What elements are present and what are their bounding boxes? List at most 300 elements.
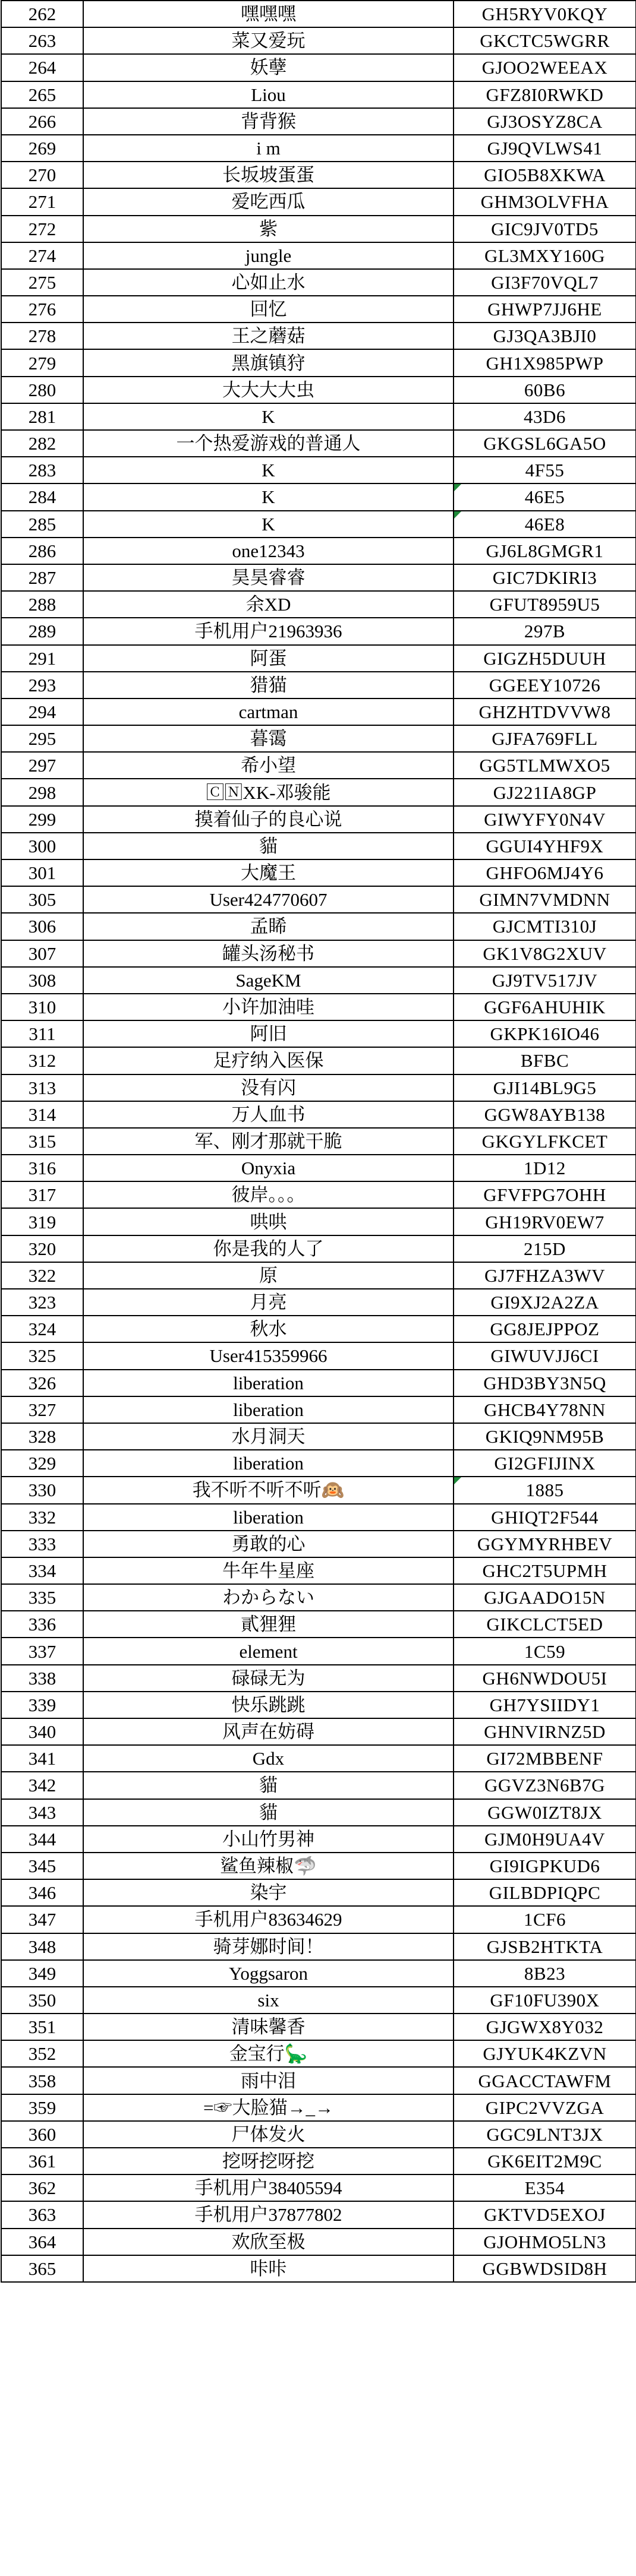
row-number-cell[interactable]: 360 xyxy=(1,2121,83,2148)
row-number-cell[interactable]: 340 xyxy=(1,1718,83,1745)
row-number-cell[interactable]: 279 xyxy=(1,349,83,376)
table-row[interactable] xyxy=(1,1987,636,2014)
table-row[interactable] xyxy=(1,1262,636,1289)
player-code-cell[interactable]: GJFA769FLL xyxy=(454,725,636,752)
table-row[interactable] xyxy=(1,483,636,510)
player-code-cell[interactable]: GH7YSIIDY1 xyxy=(454,1692,636,1718)
player-name-cell[interactable]: K xyxy=(83,457,454,483)
row-number-cell[interactable]: 284 xyxy=(1,483,83,510)
player-code-cell[interactable]: GIGZH5DUUH xyxy=(454,645,636,672)
table-row[interactable] xyxy=(1,162,636,188)
player-name-cell[interactable]: 🄲🄽XK-邓骏能 xyxy=(83,779,454,805)
player-name-cell[interactable]: わからない xyxy=(83,1584,454,1611)
row-number-cell[interactable]: 281 xyxy=(1,403,83,430)
row-number-cell[interactable]: 358 xyxy=(1,2067,83,2094)
row-number-cell[interactable]: 272 xyxy=(1,216,83,242)
table-row[interactable] xyxy=(1,1933,636,1960)
table-row[interactable] xyxy=(1,698,636,725)
table-row[interactable] xyxy=(1,1906,636,1933)
player-code-cell-flagged[interactable]: 1885 xyxy=(454,1477,636,1503)
player-name-cell[interactable]: 妖孽 xyxy=(83,54,454,81)
table-row[interactable] xyxy=(1,1074,636,1101)
row-number-cell[interactable]: 282 xyxy=(1,430,83,457)
table-row[interactable] xyxy=(1,2094,636,2121)
player-code-cell[interactable]: GI9IGPKUD6 xyxy=(454,1853,636,1879)
table-row[interactable] xyxy=(1,1799,636,1826)
row-number-cell[interactable]: 330 xyxy=(1,1477,83,1503)
player-code-cell[interactable]: GHWP7JJ6HE xyxy=(454,296,636,323)
row-number-cell[interactable]: 338 xyxy=(1,1665,83,1692)
row-number-cell[interactable]: 264 xyxy=(1,54,83,81)
player-name-cell[interactable]: 我不听不听不听🙉 xyxy=(83,1477,454,1503)
row-number-cell[interactable]: 310 xyxy=(1,994,83,1020)
player-name-cell[interactable]: 水月洞天 xyxy=(83,1423,454,1450)
row-number-cell[interactable]: 345 xyxy=(1,1853,83,1879)
player-name-cell[interactable]: 哄哄 xyxy=(83,1208,454,1235)
table-row[interactable] xyxy=(1,1396,636,1423)
player-code-cell[interactable]: GKGYLFKCET xyxy=(454,1128,636,1155)
table-row[interactable] xyxy=(1,403,636,430)
player-code-cell[interactable]: GIPC2VVZGA xyxy=(454,2094,636,2121)
table-row[interactable] xyxy=(1,1665,636,1692)
player-code-cell[interactable]: 297B xyxy=(454,618,636,644)
table-row[interactable] xyxy=(1,323,636,349)
player-code-cell[interactable]: GJGAADO15N xyxy=(454,1584,636,1611)
player-name-cell[interactable]: i m xyxy=(83,135,454,162)
table-row[interactable] xyxy=(1,1692,636,1718)
player-name-cell[interactable]: Liou xyxy=(83,81,454,108)
player-name-cell[interactable]: 风声在妨碍 xyxy=(83,1718,454,1745)
player-name-cell[interactable]: liberation xyxy=(83,1370,454,1396)
row-number-cell[interactable]: 352 xyxy=(1,2040,83,2067)
row-number-cell[interactable]: 312 xyxy=(1,1047,83,1074)
row-number-cell[interactable]: 344 xyxy=(1,1826,83,1853)
table-row[interactable] xyxy=(1,2174,636,2201)
table-row[interactable] xyxy=(1,1128,636,1155)
player-name-cell[interactable]: 大魔王 xyxy=(83,859,454,886)
player-code-cell[interactable]: GJI14BL9G5 xyxy=(454,1074,636,1101)
player-name-cell[interactable]: User415359966 xyxy=(83,1342,454,1369)
player-code-cell[interactable]: E354 xyxy=(454,2174,636,2201)
table-row[interactable] xyxy=(1,511,636,538)
player-name-cell[interactable]: 没有闪 xyxy=(83,1074,454,1101)
player-code-cell[interactable]: GG8JEJPPOZ xyxy=(454,1316,636,1342)
player-code-cell[interactable]: 60B6 xyxy=(454,377,636,403)
row-number-cell[interactable]: 269 xyxy=(1,135,83,162)
player-name-cell[interactable]: 金宝行🦕 xyxy=(83,2040,454,2067)
player-code-cell[interactable]: GGACCTAWFM xyxy=(454,2067,636,2094)
player-code-cell-flagged[interactable]: 46E5 xyxy=(454,483,636,510)
table-row[interactable] xyxy=(1,1423,636,1450)
player-name-cell[interactable]: 尸体发火 xyxy=(83,2121,454,2148)
table-row[interactable] xyxy=(1,188,636,215)
player-name-cell[interactable]: 余XD xyxy=(83,591,454,618)
player-code-cell[interactable]: GJYUK4KZVN xyxy=(454,2040,636,2067)
player-name-cell[interactable]: 爱吃西瓜 xyxy=(83,188,454,215)
table-row[interactable] xyxy=(1,752,636,779)
player-name-cell[interactable]: liberation xyxy=(83,1396,454,1423)
player-name-cell[interactable]: 摸着仙子的良心说 xyxy=(83,806,454,833)
table-row[interactable] xyxy=(1,591,636,618)
player-code-cell[interactable]: GH6NWDOU5I xyxy=(454,1665,636,1692)
row-number-cell[interactable]: 288 xyxy=(1,591,83,618)
player-code-cell[interactable]: GGVZ3N6B7G xyxy=(454,1772,636,1799)
player-code-cell[interactable]: GJGWX8Y032 xyxy=(454,2014,636,2040)
table-row[interactable] xyxy=(1,994,636,1020)
row-number-cell[interactable]: 341 xyxy=(1,1745,83,1772)
row-number-cell[interactable]: 278 xyxy=(1,323,83,349)
player-code-cell[interactable]: GGW8AYB138 xyxy=(454,1101,636,1128)
player-code-cell[interactable]: GI9XJ2A2ZA xyxy=(454,1289,636,1316)
player-name-cell[interactable]: 鲨鱼辣椒🦈 xyxy=(83,1853,454,1879)
table-row[interactable] xyxy=(1,1289,636,1316)
player-code-cell[interactable]: GKTVD5EXOJ xyxy=(454,2201,636,2228)
row-number-cell[interactable]: 325 xyxy=(1,1342,83,1369)
player-code-cell[interactable]: GKCTC5WGRR xyxy=(454,27,636,54)
player-name-cell[interactable]: 长坂坡蛋蛋 xyxy=(83,162,454,188)
row-number-cell[interactable]: 342 xyxy=(1,1772,83,1799)
player-code-cell[interactable]: GL3MXY160G xyxy=(454,242,636,269)
row-number-cell[interactable]: 347 xyxy=(1,1906,83,1933)
player-name-cell[interactable]: cartman xyxy=(83,698,454,725)
player-name-cell[interactable]: six xyxy=(83,1987,454,2014)
row-number-cell[interactable]: 266 xyxy=(1,108,83,135)
table-row[interactable] xyxy=(1,940,636,967)
row-number-cell[interactable]: 324 xyxy=(1,1316,83,1342)
player-name-cell[interactable]: 雨中泪 xyxy=(83,2067,454,2094)
row-number-cell[interactable]: 311 xyxy=(1,1020,83,1047)
player-name-cell[interactable]: 小许加油哇 xyxy=(83,994,454,1020)
table-row[interactable] xyxy=(1,2148,636,2174)
player-name-cell[interactable]: 背背猴 xyxy=(83,108,454,135)
player-name-cell[interactable]: 手机用户37877802 xyxy=(83,2201,454,2228)
table-row[interactable] xyxy=(1,1584,636,1611)
player-code-cell[interactable]: GGEEY10726 xyxy=(454,672,636,698)
row-number-cell[interactable]: 323 xyxy=(1,1289,83,1316)
player-code-cell[interactable]: GJ9QVLWS41 xyxy=(454,135,636,162)
player-code-cell[interactable]: GH5RYV0KQY xyxy=(454,1,636,27)
player-code-cell[interactable]: 4F55 xyxy=(454,457,636,483)
table-row[interactable] xyxy=(1,81,636,108)
row-number-cell[interactable]: 322 xyxy=(1,1262,83,1289)
player-code-cell[interactable]: 1CF6 xyxy=(454,1906,636,1933)
table-row[interactable] xyxy=(1,2229,636,2255)
table-row[interactable] xyxy=(1,2040,636,2067)
table-row[interactable] xyxy=(1,1745,636,1772)
player-code-cell[interactable]: GIC7DKIRI3 xyxy=(454,564,636,591)
player-code-cell[interactable]: GK6EIT2M9C xyxy=(454,2148,636,2174)
player-name-cell[interactable]: 牛年牛星座 xyxy=(83,1557,454,1584)
player-name-cell[interactable]: 手机用户83634629 xyxy=(83,1906,454,1933)
row-number-cell[interactable]: 274 xyxy=(1,242,83,269)
row-number-cell[interactable]: 328 xyxy=(1,1423,83,1450)
table-row[interactable] xyxy=(1,1477,636,1503)
player-name-cell[interactable]: 染宇 xyxy=(83,1879,454,1906)
table-row[interactable] xyxy=(1,1504,636,1531)
row-number-cell[interactable]: 326 xyxy=(1,1370,83,1396)
row-number-cell[interactable]: 319 xyxy=(1,1208,83,1235)
row-number-cell[interactable]: 263 xyxy=(1,27,83,54)
table-row[interactable] xyxy=(1,1020,636,1047)
player-code-cell[interactable]: GHIQT2F544 xyxy=(454,1504,636,1531)
player-name-cell[interactable]: 手机用户38405594 xyxy=(83,2174,454,2201)
player-name-cell[interactable]: 紫 xyxy=(83,216,454,242)
table-row[interactable] xyxy=(1,1531,636,1557)
player-name-cell[interactable]: 貓 xyxy=(83,833,454,859)
player-code-cell[interactable]: GJSB2HTKTA xyxy=(454,1933,636,1960)
player-code-cell[interactable]: GI2GFIJINX xyxy=(454,1450,636,1477)
player-code-cell[interactable]: BFBC xyxy=(454,1047,636,1074)
table-row[interactable] xyxy=(1,1208,636,1235)
player-name-cell[interactable]: K xyxy=(83,511,454,538)
table-row[interactable] xyxy=(1,1370,636,1396)
table-row[interactable] xyxy=(1,833,636,859)
player-name-cell[interactable]: 咔咔 xyxy=(83,2255,454,2282)
row-number-cell[interactable]: 329 xyxy=(1,1450,83,1477)
table-row[interactable] xyxy=(1,1638,636,1664)
table-row[interactable] xyxy=(1,2067,636,2094)
row-number-cell[interactable]: 315 xyxy=(1,1128,83,1155)
player-name-cell[interactable]: User424770607 xyxy=(83,886,454,913)
player-name-cell[interactable]: 清味馨香 xyxy=(83,2014,454,2040)
row-number-cell[interactable]: 359 xyxy=(1,2094,83,2121)
player-code-cell[interactable]: GH19RV0EW7 xyxy=(454,1208,636,1235)
player-code-cell[interactable]: GGC9LNT3JX xyxy=(454,2121,636,2148)
row-number-cell[interactable]: 271 xyxy=(1,188,83,215)
player-code-cell[interactable]: 215D xyxy=(454,1235,636,1262)
table-row[interactable] xyxy=(1,1450,636,1477)
player-name-cell[interactable]: 你是我的人了 xyxy=(83,1235,454,1262)
player-name-cell[interactable]: 月亮 xyxy=(83,1289,454,1316)
table-row[interactable] xyxy=(1,1342,636,1369)
player-name-cell[interactable]: K xyxy=(83,403,454,430)
player-code-cell[interactable]: GFZ8I0RWKD xyxy=(454,81,636,108)
player-code-cell[interactable]: GHNVIRNZ5D xyxy=(454,1718,636,1745)
player-name-cell[interactable]: 貓 xyxy=(83,1799,454,1826)
table-row[interactable] xyxy=(1,216,636,242)
table-row[interactable] xyxy=(1,27,636,54)
player-name-cell[interactable]: one12343 xyxy=(83,538,454,564)
row-number-cell[interactable]: 307 xyxy=(1,940,83,967)
row-number-cell[interactable]: 287 xyxy=(1,564,83,591)
table-row[interactable] xyxy=(1,859,636,886)
player-name-cell[interactable]: 勇敢的心 xyxy=(83,1531,454,1557)
row-number-cell[interactable]: 262 xyxy=(1,1,83,27)
player-name-cell[interactable]: 阿蛋 xyxy=(83,645,454,672)
table-row[interactable] xyxy=(1,2201,636,2228)
player-code-cell[interactable]: GJM0H9UA4V xyxy=(454,1826,636,1853)
row-number-cell[interactable]: 337 xyxy=(1,1638,83,1664)
row-number-cell[interactable]: 297 xyxy=(1,752,83,779)
player-code-cell[interactable]: GIC9JV0TD5 xyxy=(454,216,636,242)
row-number-cell[interactable]: 362 xyxy=(1,2174,83,2201)
player-name-cell[interactable]: 骑芽娜时间！ xyxy=(83,1933,454,1960)
table-row[interactable] xyxy=(1,430,636,457)
player-code-cell[interactable]: GIWUVJJ6CI xyxy=(454,1342,636,1369)
row-number-cell[interactable]: 300 xyxy=(1,833,83,859)
row-number-cell[interactable]: 339 xyxy=(1,1692,83,1718)
player-name-cell[interactable]: 黑旗镇狩 xyxy=(83,349,454,376)
player-code-cell[interactable]: GG5TLMWXO5 xyxy=(454,752,636,779)
row-number-cell[interactable]: 285 xyxy=(1,511,83,538)
table-row[interactable] xyxy=(1,1181,636,1208)
player-name-cell[interactable]: 挖呀挖呀挖 xyxy=(83,2148,454,2174)
player-name-cell[interactable]: 原 xyxy=(83,1262,454,1289)
player-name-cell[interactable]: Onyxia xyxy=(83,1155,454,1181)
player-name-cell[interactable]: 貓 xyxy=(83,1772,454,1799)
table-row[interactable] xyxy=(1,108,636,135)
player-code-cell[interactable]: GH1X985PWP xyxy=(454,349,636,376)
player-name-cell[interactable]: 手机用户21963936 xyxy=(83,618,454,644)
player-name-cell[interactable]: 大大大大虫 xyxy=(83,377,454,403)
row-number-cell[interactable]: 350 xyxy=(1,1987,83,2014)
table-row[interactable] xyxy=(1,349,636,376)
table-row[interactable] xyxy=(1,672,636,698)
table-row[interactable] xyxy=(1,2121,636,2148)
player-code-cell[interactable]: GGF6AHUHIK xyxy=(454,994,636,1020)
player-name-cell[interactable]: 王之蘑菇 xyxy=(83,323,454,349)
table-row[interactable] xyxy=(1,618,636,644)
player-code-cell[interactable]: GFVFPG7OHH xyxy=(454,1181,636,1208)
player-name-cell[interactable]: jungle xyxy=(83,242,454,269)
player-code-cell[interactable]: GHCB4Y78NN xyxy=(454,1396,636,1423)
player-name-cell[interactable]: 嘿嘿嘿 xyxy=(83,1,454,27)
player-name-cell[interactable]: Gdx xyxy=(83,1745,454,1772)
player-code-cell[interactable]: GGW0IZT8JX xyxy=(454,1799,636,1826)
player-code-cell[interactable]: GF10FU390X xyxy=(454,1987,636,2014)
player-name-cell[interactable]: SageKM xyxy=(83,967,454,994)
row-number-cell[interactable]: 283 xyxy=(1,457,83,483)
player-name-cell[interactable]: 貳狸狸 xyxy=(83,1611,454,1638)
player-code-cell[interactable]: GJ6L8GMGR1 xyxy=(454,538,636,564)
row-number-cell[interactable]: 351 xyxy=(1,2014,83,2040)
row-number-cell[interactable]: 295 xyxy=(1,725,83,752)
row-number-cell[interactable]: 343 xyxy=(1,1799,83,1826)
row-number-cell[interactable]: 265 xyxy=(1,81,83,108)
player-code-cell[interactable]: 8B23 xyxy=(454,1960,636,1987)
player-code-cell[interactable]: GJ3QA3BJI0 xyxy=(454,323,636,349)
row-number-cell[interactable]: 286 xyxy=(1,538,83,564)
table-row[interactable] xyxy=(1,269,636,296)
row-number-cell[interactable]: 316 xyxy=(1,1155,83,1181)
player-code-cell[interactable]: GILBDPIQPC xyxy=(454,1879,636,1906)
table-row[interactable] xyxy=(1,1611,636,1638)
row-number-cell[interactable]: 363 xyxy=(1,2201,83,2228)
table-row[interactable] xyxy=(1,1960,636,1987)
player-code-cell[interactable]: GGBWDSID8H xyxy=(454,2255,636,2282)
player-name-cell[interactable]: 心如止水 xyxy=(83,269,454,296)
table-row[interactable] xyxy=(1,296,636,323)
player-name-cell[interactable]: 希小望 xyxy=(83,752,454,779)
player-code-cell[interactable]: GKPK16IO46 xyxy=(454,1020,636,1047)
player-name-cell[interactable]: 昊昊睿睿 xyxy=(83,564,454,591)
row-number-cell[interactable]: 294 xyxy=(1,698,83,725)
table-row[interactable] xyxy=(1,1718,636,1745)
player-name-cell[interactable]: 小山竹男神 xyxy=(83,1826,454,1853)
table-row[interactable] xyxy=(1,1,636,27)
player-code-cell[interactable]: GHZHTDVVW8 xyxy=(454,698,636,725)
row-number-cell[interactable]: 275 xyxy=(1,269,83,296)
row-number-cell[interactable]: 333 xyxy=(1,1531,83,1557)
table-row[interactable] xyxy=(1,645,636,672)
player-code-cell[interactable]: GJOO2WEEAX xyxy=(454,54,636,81)
player-code-cell[interactable]: GHM3OLVFHA xyxy=(454,188,636,215)
table-row[interactable] xyxy=(1,2255,636,2282)
player-code-cell[interactable]: GKIQ9NM95B xyxy=(454,1423,636,1450)
row-number-cell[interactable]: 270 xyxy=(1,162,83,188)
table-row[interactable] xyxy=(1,377,636,403)
table-row[interactable] xyxy=(1,564,636,591)
table-row[interactable] xyxy=(1,886,636,913)
player-name-cell[interactable]: liberation xyxy=(83,1450,454,1477)
player-code-cell[interactable]: GJ9TV517JV xyxy=(454,967,636,994)
row-number-cell[interactable]: 299 xyxy=(1,806,83,833)
player-name-cell[interactable]: 碌碌无为 xyxy=(83,1665,454,1692)
row-number-cell[interactable]: 306 xyxy=(1,913,83,940)
player-name-cell[interactable]: 彼岸。。。 xyxy=(83,1181,454,1208)
row-number-cell[interactable]: 280 xyxy=(1,377,83,403)
player-name-cell[interactable]: 孟睎 xyxy=(83,913,454,940)
player-code-cell[interactable]: GGUI4YHF9X xyxy=(454,833,636,859)
player-code-cell[interactable]: GHD3BY3N5Q xyxy=(454,1370,636,1396)
row-number-cell[interactable]: 346 xyxy=(1,1879,83,1906)
table-row[interactable] xyxy=(1,54,636,81)
table-row[interactable] xyxy=(1,806,636,833)
player-code-cell[interactable]: 1C59 xyxy=(454,1638,636,1664)
player-code-cell[interactable]: 1D12 xyxy=(454,1155,636,1181)
row-number-cell[interactable]: 348 xyxy=(1,1933,83,1960)
row-number-cell[interactable]: 364 xyxy=(1,2229,83,2255)
row-number-cell[interactable]: 361 xyxy=(1,2148,83,2174)
player-name-cell[interactable]: 罐头汤秘书 xyxy=(83,940,454,967)
player-name-cell[interactable]: 军、刚才那就干脆 xyxy=(83,1128,454,1155)
row-number-cell[interactable]: 320 xyxy=(1,1235,83,1262)
row-number-cell[interactable]: 313 xyxy=(1,1074,83,1101)
table-row[interactable] xyxy=(1,1316,636,1342)
row-number-cell[interactable]: 336 xyxy=(1,1611,83,1638)
player-name-cell[interactable]: 菜又爱玩 xyxy=(83,27,454,54)
row-number-cell[interactable]: 335 xyxy=(1,1584,83,1611)
row-number-cell[interactable]: 327 xyxy=(1,1396,83,1423)
row-number-cell[interactable]: 291 xyxy=(1,645,83,672)
player-code-cell[interactable]: GFUT8959U5 xyxy=(454,591,636,618)
player-name-cell[interactable]: Yoggsaron xyxy=(83,1960,454,1987)
player-name-cell[interactable]: 秋水 xyxy=(83,1316,454,1342)
player-name-cell[interactable]: =☞大脸猫→_→ xyxy=(83,2094,454,2121)
table-row[interactable] xyxy=(1,1826,636,1853)
player-code-cell[interactable]: GKGSL6GA5O xyxy=(454,430,636,457)
table-row[interactable] xyxy=(1,779,636,805)
table-row[interactable] xyxy=(1,1879,636,1906)
player-name-cell[interactable]: 欢欣至极 xyxy=(83,2229,454,2255)
player-code-cell[interactable]: GJ7FHZA3WV xyxy=(454,1262,636,1289)
player-name-cell[interactable]: element xyxy=(83,1638,454,1664)
row-number-cell[interactable]: 308 xyxy=(1,967,83,994)
row-number-cell[interactable]: 305 xyxy=(1,886,83,913)
row-number-cell[interactable]: 276 xyxy=(1,296,83,323)
table-row[interactable] xyxy=(1,1772,636,1799)
player-name-cell[interactable]: 阿旧 xyxy=(83,1020,454,1047)
player-name-cell[interactable]: 猎猫 xyxy=(83,672,454,698)
player-code-cell[interactable]: GIWYFY0N4V xyxy=(454,806,636,833)
player-code-cell[interactable]: GIKCLCT5ED xyxy=(454,1611,636,1638)
table-row[interactable] xyxy=(1,1155,636,1181)
player-code-cell[interactable]: GJCMTI310J xyxy=(454,913,636,940)
player-code-cell[interactable]: GIO5B8XKWA xyxy=(454,162,636,188)
row-number-cell[interactable]: 334 xyxy=(1,1557,83,1584)
player-name-cell[interactable]: 回忆 xyxy=(83,296,454,323)
player-name-cell[interactable]: 暮霭 xyxy=(83,725,454,752)
